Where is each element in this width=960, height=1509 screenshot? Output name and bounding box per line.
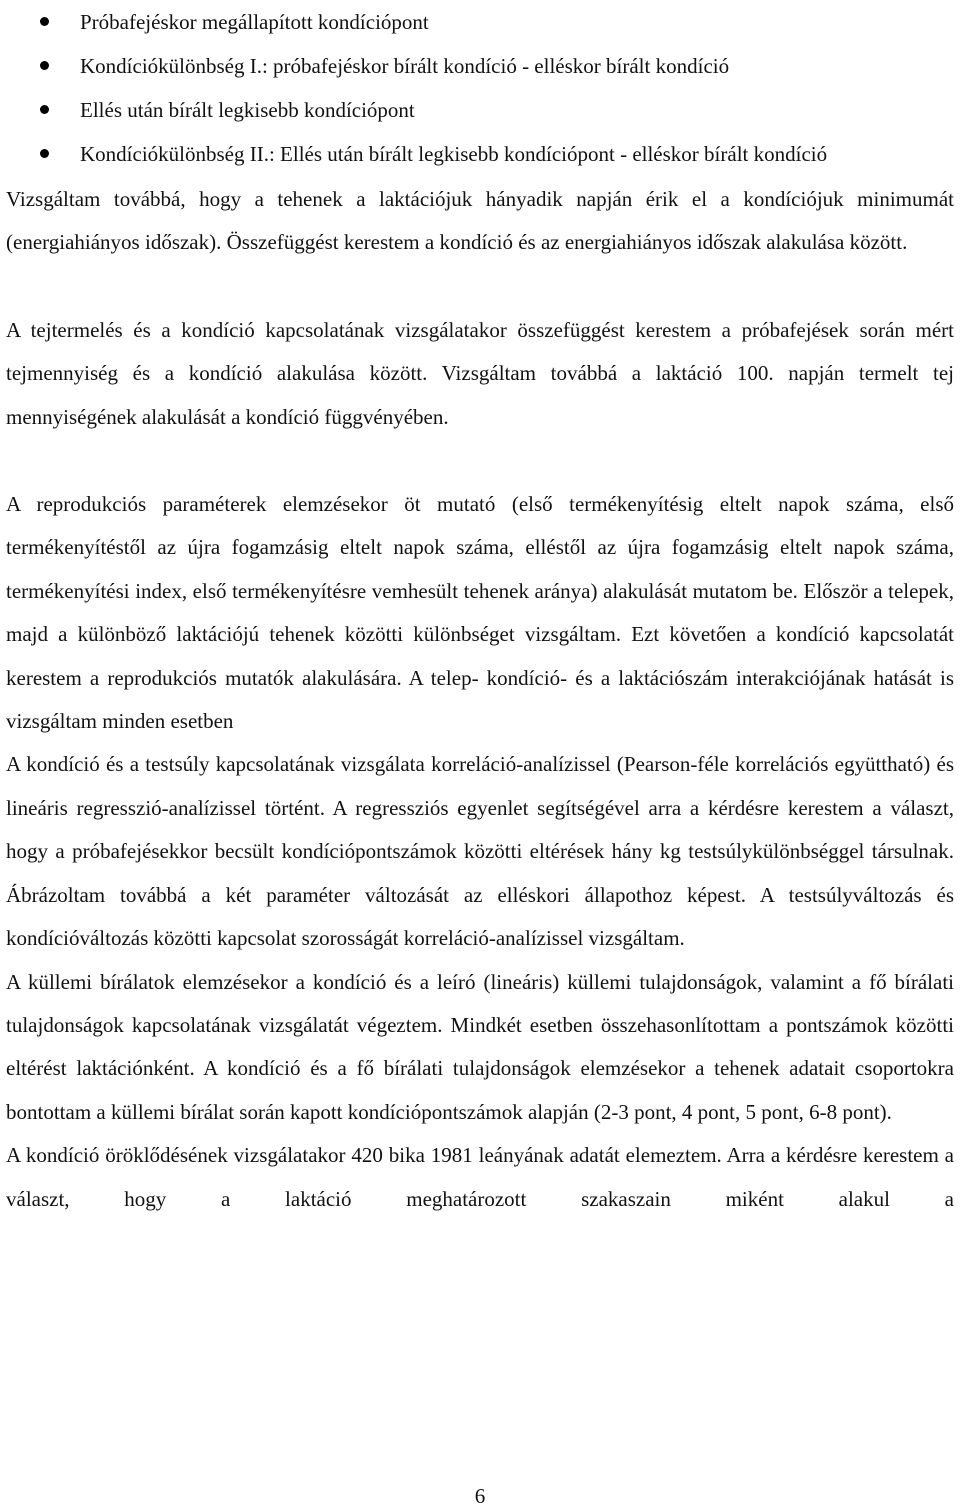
list-item-text: Kondíciókülönbség II.: Ellés után bírált legkisebb kondíciópont - elléskor bírált kondíció — [80, 142, 828, 166]
list-item — [6, 88, 954, 132]
bullet-icon — [40, 149, 49, 158]
document-page — [6, 0, 954, 1221]
list-item-text: Kondíciókülönbség I.: próbafejéskor bírált kondíció - elléskor bírált kondíció — [80, 54, 730, 78]
list-item — [6, 132, 954, 176]
list-item — [6, 44, 954, 88]
bullet-icon — [40, 61, 49, 70]
page-number: 6 — [474, 1484, 486, 1508]
paragraph: A kondíció és a testsúly kapcsolatának vizsgálata korreláció-analízissel (Pearson-féle korrelációs együttható) és lineáris regresszió-analízissel történt. A regressziós egyenlet segítségével arra a kérdésre kerestem a választ, hogy a próbafejésekkor becsült kondíciópontszámok közötti eltérések hány kg testsúlykülönbséggel társulnak. Ábrázoltam továbbá a két paraméter változását az elléskori állapothoz képest. A testsúlyváltozás és kondícióváltozás közötti kapcsolat szorosságát korreláció-analízissel vizsgáltam. — [6, 752, 954, 951]
bullet-icon — [40, 17, 49, 26]
list-item-text: Próbafejéskor megállapított kondíciópont — [80, 10, 429, 34]
paragraph: A kondíció öröklődésének vizsgálatakor 420 bika 1981 leányának adatát elemeztem. Arra a kérdésre kerestem a választ, hogy a laktáció meghatározott szakaszain miként alakul a — [6, 1143, 954, 1211]
paragraph: A reprodukciós paraméterek elemzésekor öt mutató (első termékenyítésig eltelt napok száma, első termékenyítéstől az újra fogamzásig eltelt napok száma, elléstől az újra fogamzásig eltelt napok száma, termékenyítési index, első termékenyítésre vemhesült tehenek aránya) alakulását mutatom be. Először a telepek, majd a különböző laktációjú tehenek közötti különbséget vizsgáltam. Ezt követően a kondíció kapcsolatát kerestem a reprodukciós mutatók alakulására. A telep- kondíció- és a laktációszám interakciójának hatását is vizsgáltam minden esetben — [6, 492, 954, 734]
list-item — [6, 0, 954, 44]
paragraph: A küllemi bírálatok elemzésekor a kondíció és a leíró (lineáris) küllemi tulajdonságok, valamint a fő bírálati tulajdonságok kapcsolatának vizsgálatát végeztem. Mindkét esetben összehasonlítottam a pontszámok közötti eltérést laktációnként. A kondíció és a fő bírálati tulajdonságok elemzésekor a tehenek adatait csoportokra bontottam a küllemi bírálat során kapott kondíciópontszámok alapján (2-3 pont, 4 pont, 5 pont, 6-8 pont). — [6, 969, 954, 1124]
paragraph: Vizsgáltam továbbá, hogy a tehenek a laktációjuk hányadik napján érik el a kondíciójuk minimumát (energiahiányos időszak). Összefüggést kerestem a kondíció és az energiahiányos időszak alakulása között. — [6, 187, 954, 255]
spacer — [6, 439, 954, 483]
spacer — [6, 265, 954, 309]
bullet-list — [6, 0, 954, 176]
bullet-icon — [40, 105, 49, 114]
paragraph: A tejtermelés és a kondíció kapcsolatának vizsgálatakor összefüggést kerestem a próbafejések során mért tejmennyiség és a kondíció alakulása között. Vizsgáltam továbbá a laktáció 100. napján termelt tej mennyiségének alakulását a kondíció függvényében. — [6, 317, 954, 429]
list-item-text: Ellés után bírált legkisebb kondíciópont — [80, 98, 415, 122]
